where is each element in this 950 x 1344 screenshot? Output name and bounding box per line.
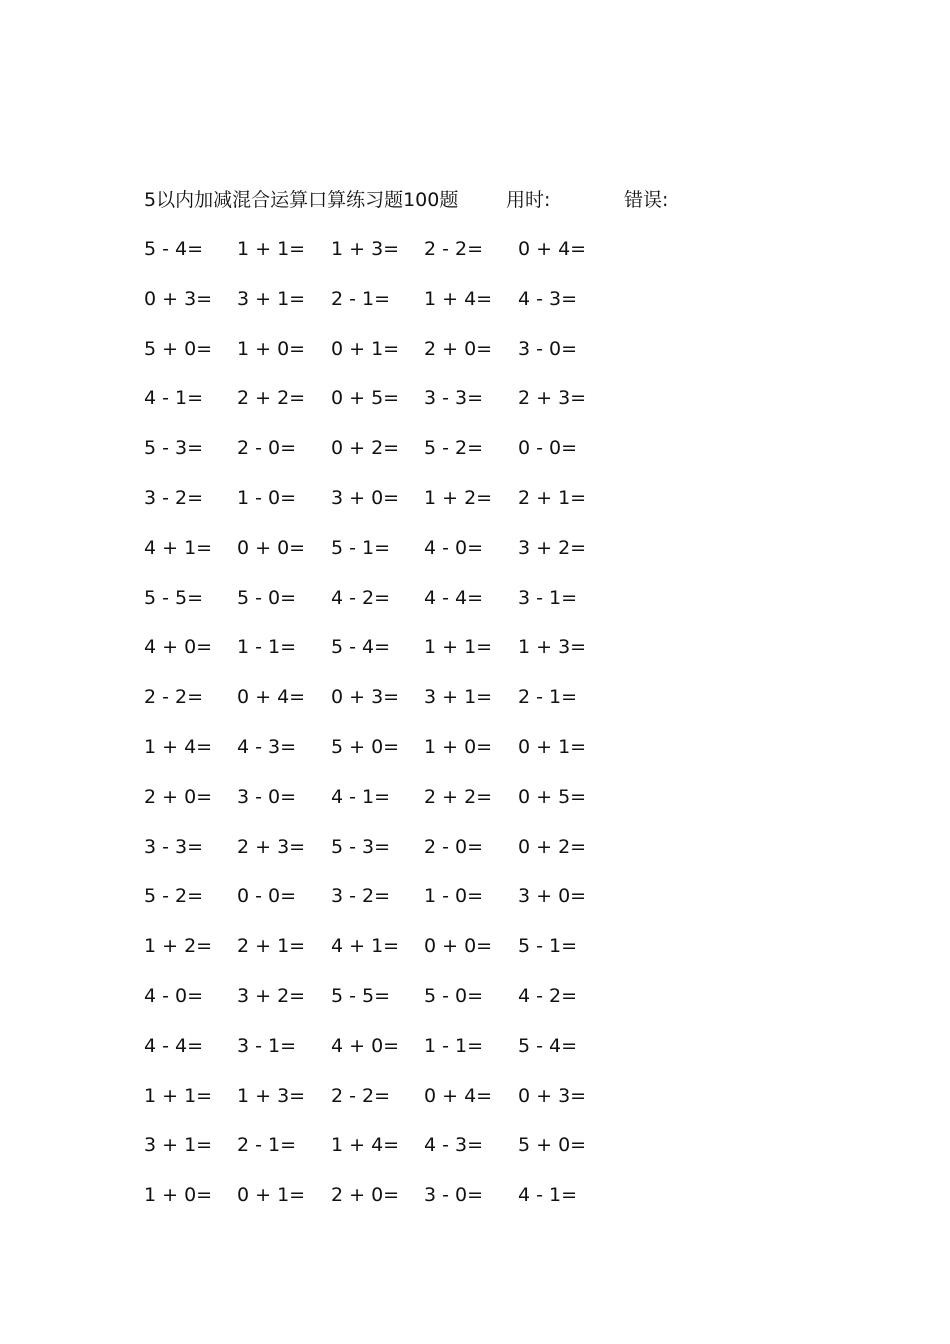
problem-item: 3 - 0= [518,337,578,360]
worksheet-title: 5以内加减混合运算口算练习题100题 [144,189,459,211]
problem-item: 4 - 1= [331,785,391,808]
problem-item: 0 + 4= [518,238,587,260]
problem-item: 0 - 0= [518,437,578,460]
problem-item: 2 - 1= [237,1134,297,1157]
problem-item: 3 - 3= [144,835,204,858]
problem-item: 3 - 1= [518,586,578,609]
problem-item: 2 - 0= [237,437,297,460]
problem-item: 4 - 1= [144,387,204,410]
problem-item: 4 - 0= [144,984,204,1007]
problem-item: 1 + 2= [424,486,493,509]
problem-item: 2 + 2= [237,387,306,410]
problem-item: 2 + 2= [424,785,493,808]
problem-item: 3 + 2= [518,536,587,559]
problem-item: 5 - 2= [144,885,204,908]
problem-item: 1 + 4= [331,1134,400,1157]
problem-item: 0 + 5= [518,785,587,808]
problem-item: 4 - 4= [424,586,484,609]
problem-item: 2 - 2= [144,686,204,709]
problem-item: 1 + 3= [237,1084,306,1107]
problem-item: 2 + 3= [237,835,306,858]
problem-item: 0 + 4= [424,1084,493,1107]
problem-item: 1 + 3= [331,238,400,260]
problem-item: 3 + 0= [518,885,587,908]
problem-item: 0 + 2= [518,835,587,858]
problem-item: 2 + 3= [518,387,587,410]
problem-item: 4 - 2= [331,586,391,609]
problem-item: 5 + 0= [518,1134,587,1157]
problem-item: 4 + 0= [144,636,213,659]
problem-item: 3 - 2= [144,486,204,509]
problem-item: 5 - 4= [331,636,391,659]
problem-item: 0 + 0= [237,536,306,559]
problem-item: 0 + 3= [331,686,400,709]
problem-item: 2 + 0= [331,1184,400,1207]
problem-item: 5 - 4= [518,1034,578,1057]
problem-item: 5 - 5= [144,586,204,609]
problem-item: 0 + 3= [144,287,213,310]
problem-item: 3 - 3= [424,387,484,410]
problem-item: 3 + 2= [237,984,306,1007]
problem-item: 0 + 1= [237,1184,306,1207]
problem-item: 0 + 1= [331,337,400,360]
problem-item: 5 - 2= [424,437,484,460]
problem-item: 5 - 3= [144,437,204,460]
problem-item: 1 - 0= [424,885,484,908]
problem-item: 4 - 4= [144,1034,204,1057]
problem-item: 4 - 3= [424,1134,484,1157]
problem-item: 4 + 1= [144,536,213,559]
problem-item: 4 - 0= [424,536,484,559]
problem-item: 1 + 0= [237,337,306,360]
problem-item: 2 - 2= [331,1084,391,1107]
problem-item: 5 - 3= [331,835,391,858]
problem-item: 0 - 0= [237,885,297,908]
problem-item: 0 + 3= [518,1084,587,1107]
problem-item: 0 + 4= [237,686,306,709]
problem-item: 2 - 2= [424,238,484,260]
problem-item: 2 + 0= [424,337,493,360]
problem-item: 1 - 1= [424,1034,484,1057]
problem-item: 3 - 0= [424,1184,484,1207]
problem-item: 3 + 0= [331,486,400,509]
problem-item: 0 + 5= [331,387,400,410]
problem-item: 4 - 2= [518,984,578,1007]
problem-item: 1 + 4= [424,287,493,310]
problem-item: 2 + 0= [144,785,213,808]
problem-item: 1 - 0= [237,486,297,509]
problem-item: 3 - 1= [237,1034,297,1057]
problem-item: 4 + 0= [331,1034,400,1057]
problem-item: 1 + 4= [144,735,213,758]
problem-item: 5 - 4= [144,238,204,260]
problem-item: 1 + 0= [144,1184,213,1207]
problem-item: 0 + 2= [331,437,400,460]
problem-item: 1 + 3= [518,636,587,659]
problem-item: 5 - 5= [331,984,391,1007]
problem-item: 0 + 0= [424,935,493,958]
problem-item: 0 + 1= [518,735,587,758]
error-count-label: 错误: [624,189,669,211]
problem-item: 2 - 1= [518,686,578,709]
problem-item: 5 - 1= [331,536,391,559]
problem-item: 1 - 1= [237,636,297,659]
problem-item: 1 + 1= [144,1084,213,1107]
problem-item: 1 + 1= [237,238,306,260]
problem-item: 5 - 1= [518,935,578,958]
problem-item: 5 - 0= [424,984,484,1007]
problem-item: 3 + 1= [424,686,493,709]
problem-item: 3 - 2= [331,885,391,908]
problem-item: 2 - 0= [424,835,484,858]
problem-item: 5 + 0= [331,735,400,758]
problem-item: 3 + 1= [144,1134,213,1157]
problem-item: 1 + 1= [424,636,493,659]
problem-item: 4 - 3= [237,735,297,758]
problem-item: 2 + 1= [518,486,587,509]
problem-item: 3 - 0= [237,785,297,808]
problem-item: 3 + 1= [237,287,306,310]
problem-item: 1 + 0= [424,735,493,758]
problem-item: 5 + 0= [144,337,213,360]
problem-item: 4 + 1= [331,935,400,958]
problem-item: 2 - 1= [331,287,391,310]
time-used-label: 用时: [506,189,551,211]
problem-item: 4 - 3= [518,287,578,310]
problem-item: 5 - 0= [237,586,297,609]
problem-item: 2 + 1= [237,935,306,958]
problem-item: 4 - 1= [518,1184,578,1207]
problem-item: 1 + 2= [144,935,213,958]
